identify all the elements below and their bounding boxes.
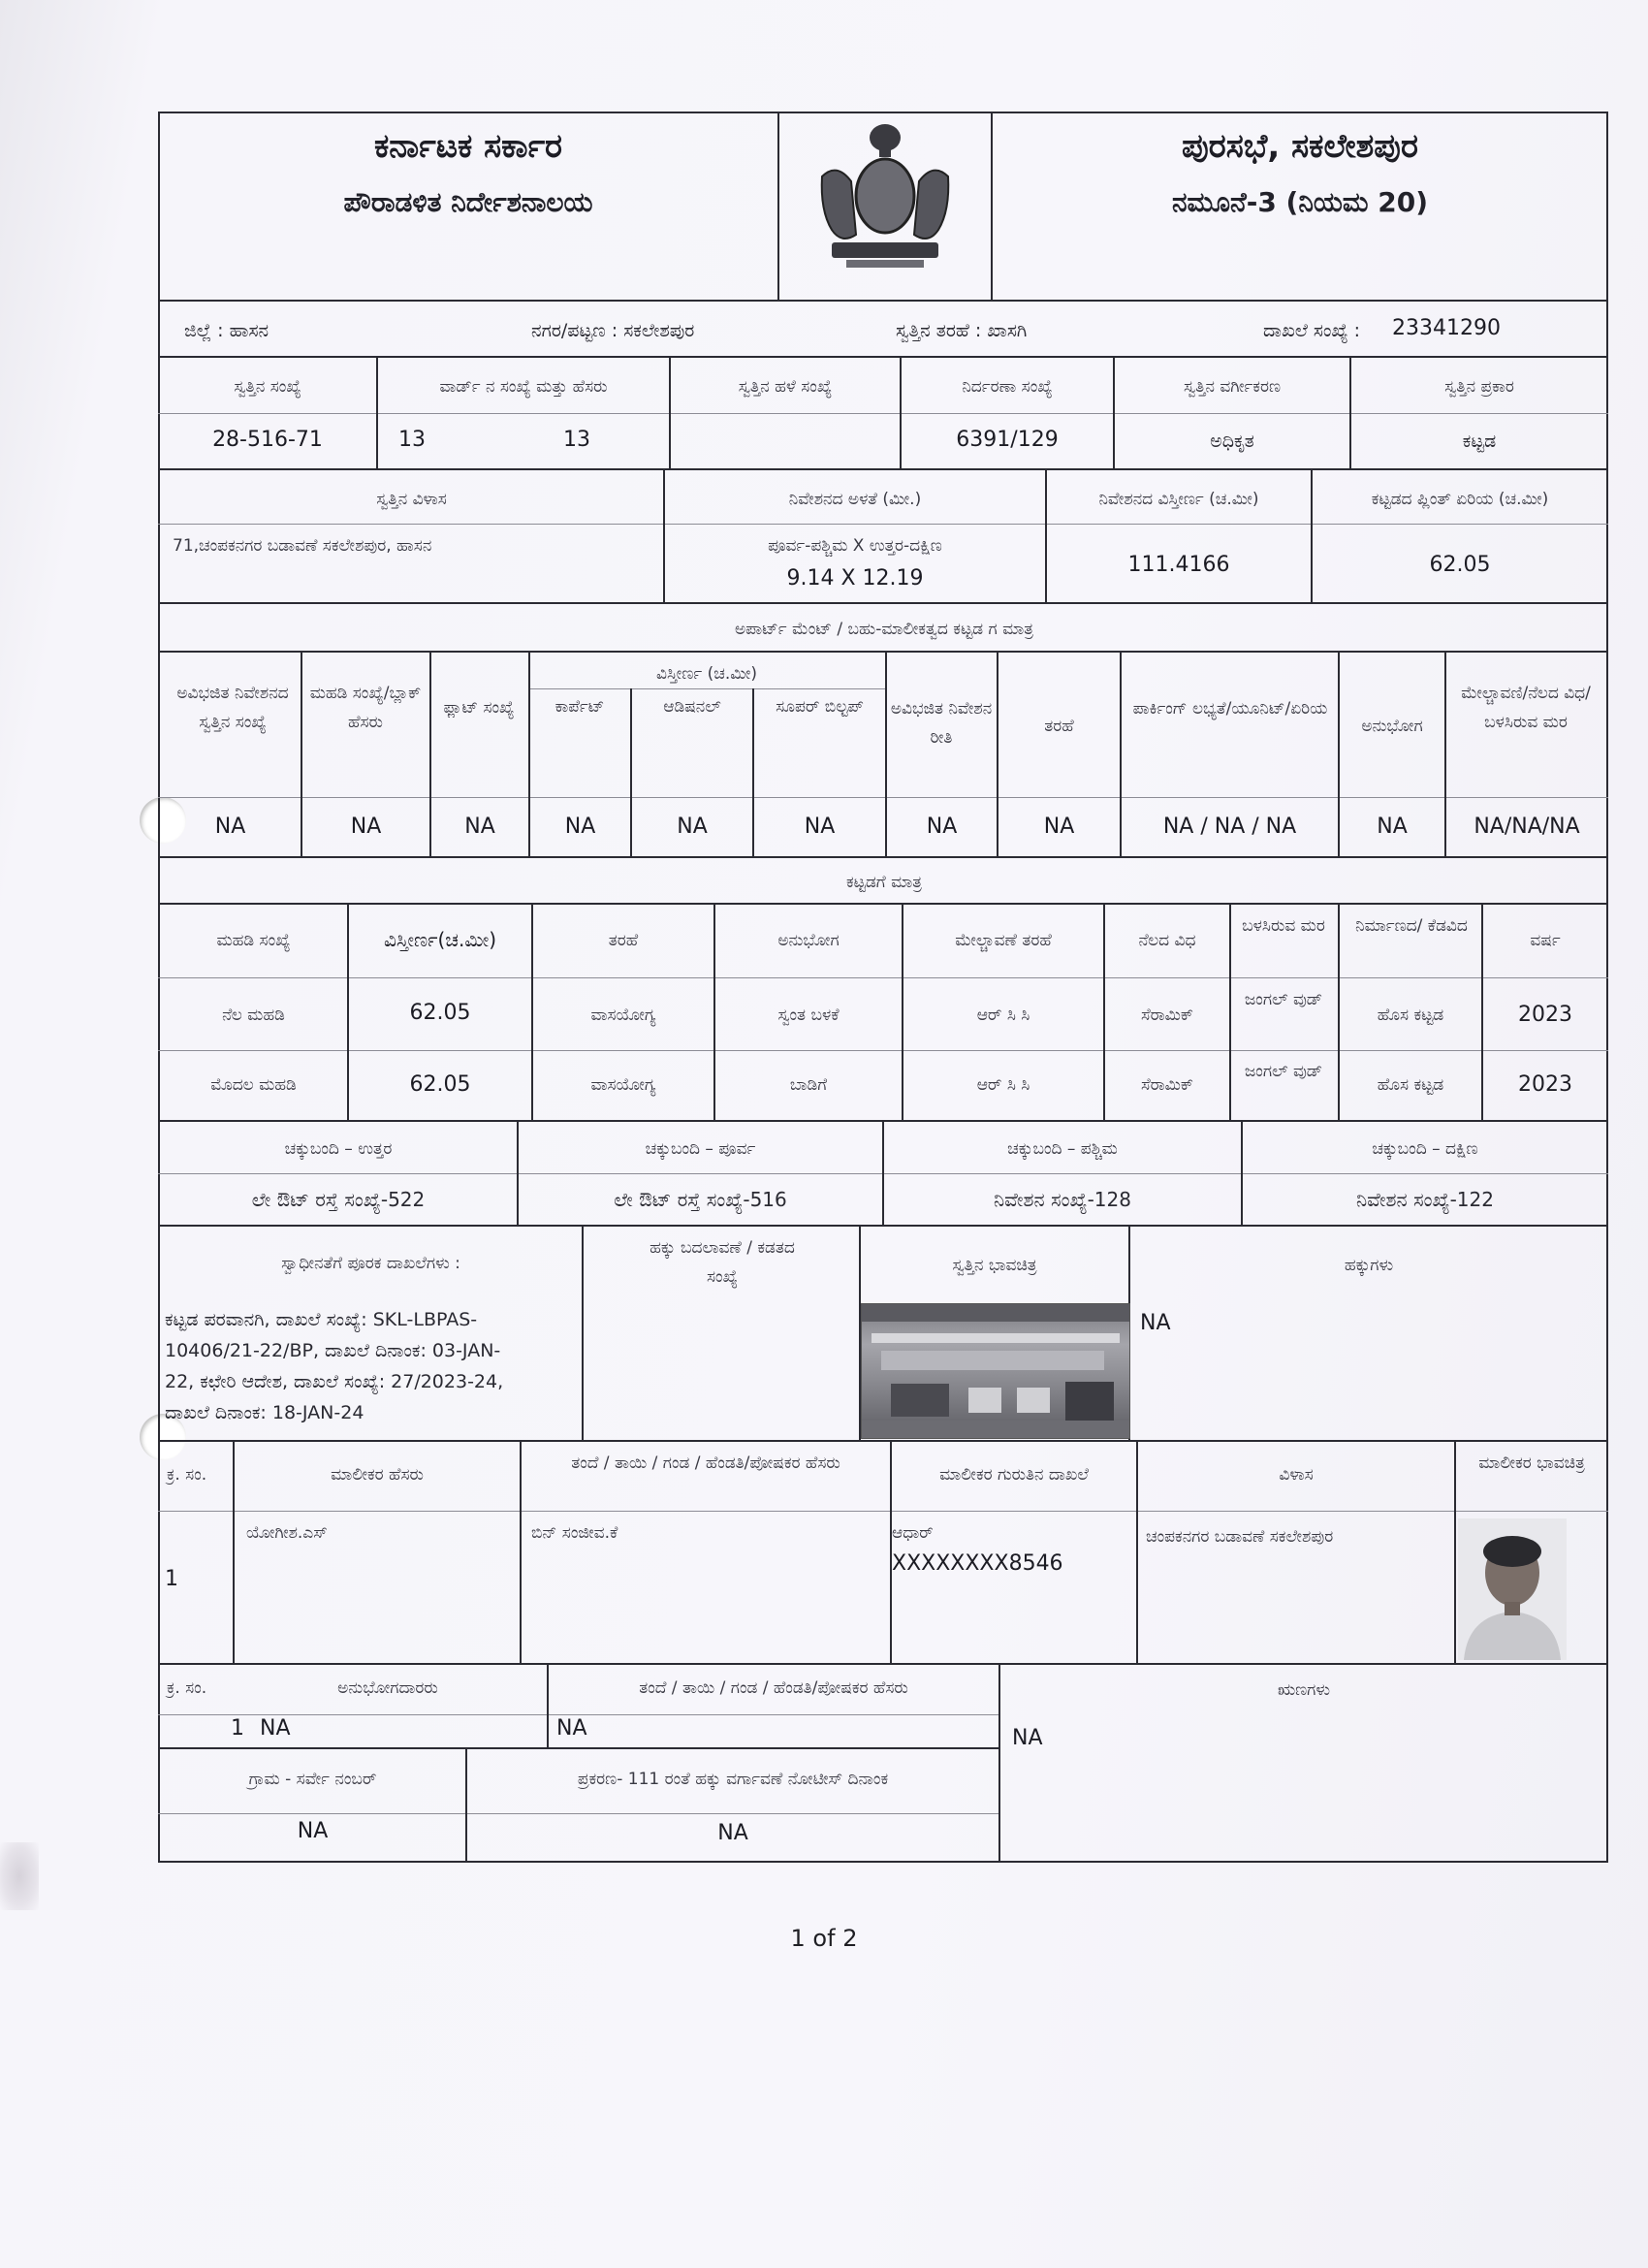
building-roof: ಆರ್ ಸಿ ಸಿ (976, 1075, 1030, 1095)
header-site-area: ನಿವೇಶನದ ವಿಸ್ತೀರ್ಣ (ಚ.ಮೀ) (1098, 490, 1259, 509)
notice-date: NA (717, 1821, 748, 1845)
property-address: 71,ಚಂಪಕನಗರ ಬಡಾವಣೆ ಸಕಲೇಶಪುರ, ಹಾಸನ (173, 536, 432, 556)
directorate-title: ಪೌರಾಡಳಿತ ನಿರ್ದೇಶನಾಲಯ (343, 186, 593, 218)
header-east: ಚಕ್ಕುಬಂದಿ – ಪೂರ್ವ (645, 1139, 756, 1159)
apartment-value: NA (564, 815, 596, 839)
building-floor: ಮೊದಲ ಮಹಡಿ (210, 1075, 297, 1095)
occupant-relation: NA (556, 1716, 587, 1741)
header-flat-no: ಫ್ಲಾಟ್ ಸಂಖ್ಯೆ (443, 698, 515, 718)
form-number: ನಮೂನೆ-3 (ನಿಯಮ 20) (1171, 186, 1429, 218)
header-assessment-no: ನಿರ್ದರಣಾ ಸಂಖ್ಯೆ (962, 377, 1053, 397)
header-sl-no: ಕ್ರ. ಸಂ. (167, 1465, 207, 1485)
header-ward: ವಾರ್ಡ್ ನ ಸಂಖ್ಯೆ ಮತ್ತು ಹೆಸರು (439, 377, 608, 397)
divider (158, 1511, 1608, 1512)
header-property-no: ಸ್ವತ್ತಿನ ಸಂಖ್ಯೆ (234, 377, 301, 397)
header-kind: ತರಹೆ (1044, 717, 1074, 736)
occupant-sl-no: 1 (231, 1716, 244, 1741)
building-year: 2023 (1518, 1003, 1572, 1027)
header-super-builtup: ಸೂಪರ್ ಬಿಲ್ಟಪ್ (776, 697, 864, 717)
building-wood: ಜಂಗಲ್ ವುಡ್ (1244, 1062, 1323, 1081)
header-owner-id: ಮಾಲೀಕರ ಗುರುತಿನ ದಾಖಲೆ (939, 1465, 1089, 1485)
building-area: 62.05 (409, 1001, 471, 1025)
divider (1229, 905, 1231, 1122)
header-occupant-sl: ಕ್ರ. ಸಂ. (167, 1678, 207, 1698)
header-site-dimension: ನಿವೇಶನದ ಅಳತೆ (ಮೀ.) (788, 490, 922, 509)
header-roof-floor-wood: ಮೇಲ್ಚಾವಣಿ/ನೆಲದ ವಿಧ/ಬಳಸಿರುವ ಮರ (1461, 684, 1591, 732)
record-label: ದಾಖಲೆ ಸಂಖ್ಯೆ : (1263, 320, 1361, 341)
header-wood: ಬಳಸಿರುವ ಮರ (1242, 916, 1325, 936)
assessment-number: 6391/129 (956, 428, 1059, 452)
header-occupant: ಅನುಭೋಗದಾರರು (337, 1678, 438, 1698)
owner-id-number: XXXXXXXX8546 (892, 1551, 1063, 1576)
property-type: ಕಟ್ಟಡ (1462, 431, 1497, 452)
property-number: 28-516-71 (212, 428, 323, 452)
header-usage: ಅನುಭೋಗ (777, 931, 840, 950)
owner-id-type: ಆಧಾರ್ (892, 1523, 934, 1543)
property-photo (861, 1303, 1130, 1439)
header-floor: ಮಹಡಿ ಸಂಖ್ಯೆ (216, 931, 291, 950)
government-title: ಕರ್ನಾಟಕ ಸರ್ಕಾರ (373, 127, 563, 166)
paper-stain (0, 1842, 39, 1910)
boundary-west: ನಿವೇಶನ ಸಂಖ್ಯೆ-128 (994, 1188, 1131, 1211)
building-usage: ಸ್ವಂತ ಬಳಕೆ (777, 1006, 840, 1025)
building-usage: ಬಾಡಿಗೆ (789, 1075, 828, 1095)
header-additional: ಆಡಿಷನಲ್ (663, 697, 721, 717)
divider (1454, 1442, 1456, 1665)
header-kind: ತರಹೆ (608, 931, 639, 950)
info-row (158, 302, 1608, 358)
header-owner-photo: ಮಾಲೀಕರ ಭಾವಚಿತ್ರ (1478, 1453, 1585, 1473)
document-line: ಕಟ್ಟಡ ಪರವಾನಗಿ, ದಾಖಲೆ ಸಂಖ್ಯೆ: SKL-LBPAS- (165, 1309, 478, 1330)
header-undivided-no: ಅವಿಭಜಿತ ನಿವೇಶನದ ಸ್ವತ್ತಿನ ಸಂಖ್ಯೆ (176, 684, 289, 732)
building-year: 2023 (1518, 1072, 1572, 1097)
town: ನಗರ/ಪಟ್ಟಣ : ಸಕಲೇಶಪುರ (531, 320, 695, 341)
divider (158, 1747, 998, 1749)
owner-address: ಚಂಪಕನಗರ ಬಡಾವಣೆ ಸಕಲೇಶಪುರ (1146, 1527, 1334, 1547)
header-year: ವರ್ಷ (1530, 931, 1561, 950)
divider (158, 797, 1608, 798)
header-property-photo: ಸ್ವತ್ತಿನ ಭಾವಚಿತ್ರ (952, 1256, 1037, 1275)
header-usage: ಅನುಭೋಗ (1361, 717, 1423, 736)
building-kind: ವಾಸಯೋಗ್ಯ (590, 1006, 656, 1025)
dimension-value: 9.14 X 12.19 (786, 566, 924, 591)
building-area: 62.05 (409, 1072, 471, 1097)
header-supporting-docs: ಸ್ವಾಧೀನತೆಗೆ ಪೂರಕ ದಾಖಲೆಗಳು : (281, 1254, 460, 1273)
boundary-south: ನಿವೇಶನ ಸಂಖ್ಯೆ-122 (1356, 1188, 1494, 1211)
building-floor-type: ಸೆರಾಮಿಕ್ (1140, 1006, 1194, 1025)
document-line: 10406/21-22/BP, ದಾಖಲೆ ದಿನಾಂಕ: 03-JAN- (165, 1340, 501, 1361)
header-encumbrance: ಋಣಗಳು (1278, 1680, 1330, 1700)
header-plinth-area: ಕಟ್ಟಡದ ಪ್ಲಿಂತ್ ಏರಿಯ (ಚ.ಮೀ) (1371, 490, 1549, 509)
record-number: 23341290 (1392, 316, 1501, 340)
header-north: ಚಕ್ಕುಬಂದಿ – ಉತ್ತರ (284, 1139, 393, 1159)
ward-name: 13 (563, 428, 590, 452)
header-west: ಚಕ್ಕುಬಂದಿ – ಪಶ್ಚಿಮ (1007, 1139, 1118, 1159)
apartment-value: NA (1043, 815, 1075, 839)
header-owner-address: ವಿಳಾಸ (1279, 1465, 1314, 1485)
document-line: 22, ಕಛೇರಿ ಆದೇಶ, ದಾಖಲೆ ಸಂಖ್ಯೆ: 27/2023-24, (165, 1371, 504, 1392)
owner-sl-no: 1 (165, 1567, 178, 1591)
building-section-title: ಕಟ್ಟಡಗೆ ಮಾತ್ರ (846, 873, 922, 892)
header-type: ಸ್ವತ್ತಿನ ಪ್ರಕಾರ (1444, 377, 1514, 397)
state-emblem-icon (803, 118, 967, 273)
document-line: ದಾಖಲೆ ದಿನಾಂಕ: 18-JAN-24 (165, 1402, 364, 1423)
area-group-header: ವಿಸ್ತೀರ್ಣ (ಚ.ಮೀ) (655, 664, 758, 684)
header-carpet: ಕಾರ್ಪೆಟ್ (555, 697, 605, 717)
header-undivided-method: ಅವಿಭಜಿತ ನಿವೇಶನ ರೀತಿ (890, 699, 993, 748)
rights-value: NA (1140, 1311, 1171, 1335)
header-floor-block: ಮಹಡಿ ಸಂಖ್ಯೆ/ಬ್ಲಾಕ್ ಹೆಸರು (309, 684, 422, 732)
apartment-value: NA (926, 815, 958, 839)
header-classification: ಸ್ವತ್ತಿನ ವರ್ಗೀಕರಣ (1184, 377, 1281, 397)
district: ಜಿಲ್ಲೆ : ಹಾಸನ (184, 320, 269, 341)
header-notice-date: ಪ್ರಕರಣ- 111 ರಂತೆ ಹಕ್ಕು ವರ್ಗಾವಣೆ ನೋಟೀಸ್ ದಿನಾಂಕ (577, 1770, 889, 1789)
header-roof-type: ಮೇಲ್ಚಾವಣೆ ತರಹೆ (955, 931, 1052, 950)
apartment-value: NA (804, 815, 836, 839)
divider (158, 977, 1608, 978)
dimension-label: ಪೂರ್ವ-ಪಶ್ಚಿಮ X ಉತ್ತರ-ದಕ್ಷಿಣ (768, 536, 942, 556)
site-area: 111.4166 (1127, 553, 1230, 577)
header-relation: ತಂದೆ / ತಾಯಿ / ಗಂಡ / ಹೆಂಡತಿ/ಪೋಷಕರ ಹೆಸರು (571, 1453, 840, 1473)
apartment-value: NA/NA/NA (1474, 815, 1580, 839)
header-address: ಸ್ವತ್ತಿನ ವಿಳಾಸ (376, 490, 447, 509)
apartment-value: NA (350, 815, 382, 839)
municipality-title: ಪುರಸಭೆ, ಸಕಲೇಶಪುರ (1182, 127, 1418, 166)
divider (520, 1442, 522, 1665)
owner-relation: ಬಿನ್ ಸಂಜೀವ.ಕೆ (531, 1523, 618, 1543)
header-south: ಚಕ್ಕುಬಂದಿ – ದಕ್ಷಿಣ (1372, 1139, 1478, 1159)
divider (582, 1227, 584, 1442)
apartment-value: NA (464, 815, 495, 839)
divider (158, 524, 1608, 525)
encumbrance-value: NA (1012, 1726, 1043, 1750)
divider (158, 1714, 998, 1715)
boundary-east: ಲೇ ಔಟ್ ರಸ್ತೆ ಸಂಖ್ಯೆ-516 (614, 1188, 787, 1211)
building-floor-type: ಸೆರಾಮಿಕ್ (1140, 1075, 1194, 1095)
divider (158, 1050, 1608, 1051)
boundary-north: ಲೇ ಔಟ್ ರಸ್ತೆ ಸಂಖ್ಯೆ-522 (251, 1188, 426, 1211)
header-village-survey: ಗ್ರಾಮ - ಸರ್ವೇ ನಂಬರ್ (248, 1770, 377, 1789)
apartment-value: NA / NA / NA (1162, 815, 1297, 839)
owner-photo (1458, 1518, 1567, 1660)
header-owner-name: ಮಾಲೀಕರ ಹೆಸರು (331, 1465, 424, 1485)
classification: ಅಧಿಕೃತ (1210, 431, 1254, 452)
building-status: ಹೊಸ ಕಟ್ಟಡ (1377, 1006, 1444, 1025)
plinth-area: 62.05 (1429, 553, 1491, 577)
header-area: ವಿಸ್ತೀರ್ಣ(ಚ.ಮೀ) (383, 928, 497, 951)
header-occupant-relation: ತಂದೆ / ತಾಯಿ / ಗಂಡ / ಹೆಂಡತಿ/ಪೋಷಕರ ಹೆಸರು (639, 1678, 908, 1698)
header-mutation-file: ಹಕ್ಕು ಬದಲಾವಣೆ / ಕಡತದ ಸಂಖ್ಯೆ (650, 1238, 795, 1287)
building-roof: ಆರ್ ಸಿ ಸಿ (976, 1006, 1030, 1025)
owner-name: ಯೋಗೀಶ.ಎಸ್ (246, 1523, 328, 1543)
property-type-label: ಸ್ವತ್ತಿನ ತರಹೆ : ಖಾಸಗಿ (896, 320, 1028, 341)
header-parking: ಪಾರ್ಕಿಂಗ್ ಲಭ್ಯತೆ/ಯೂನಿಟ್/ಏರಿಯ (1132, 699, 1328, 719)
building-wood: ಜಂಗಲ್ ವುಡ್ (1244, 990, 1323, 1009)
building-status: ಹೊಸ ಕಟ್ಟಡ (1377, 1075, 1444, 1095)
divider (158, 1813, 998, 1814)
ward-number: 13 (398, 428, 426, 452)
building-floor: ನೆಲ ಮಹಡಿ (222, 1006, 285, 1025)
header-floor-type: ನೆಲದ ವಿಧ (1138, 931, 1196, 950)
apartment-value: NA (214, 815, 246, 839)
divider (528, 688, 885, 689)
occupant-name: NA (260, 1716, 291, 1741)
building-kind: ವಾಸಯೋಗ್ಯ (590, 1075, 656, 1095)
header-rights: ಹಕ್ಕುಗಳು (1344, 1256, 1394, 1275)
header-old-no: ಸ್ವತ್ತಿನ ಹಳೆ ಸಂಖ್ಯೆ (738, 377, 833, 397)
village-survey: NA (297, 1819, 329, 1843)
apartment-section-title: ಅಪಾರ್ಟ್ ಮೆಂಟ್ / ಬಹು-ಮಾಲೀಕತ್ವದ ಕಟ್ಟಡ ಗ ಮಾತ್ರ (734, 620, 1034, 639)
apartment-value: NA (1377, 815, 1408, 839)
apartment-value: NA (677, 815, 708, 839)
header-built-demolished: ನಿರ್ಮಾಣದ/ ಕೆಡವಿದ (1355, 916, 1468, 936)
page-number: 1 of 2 (790, 1925, 858, 1952)
